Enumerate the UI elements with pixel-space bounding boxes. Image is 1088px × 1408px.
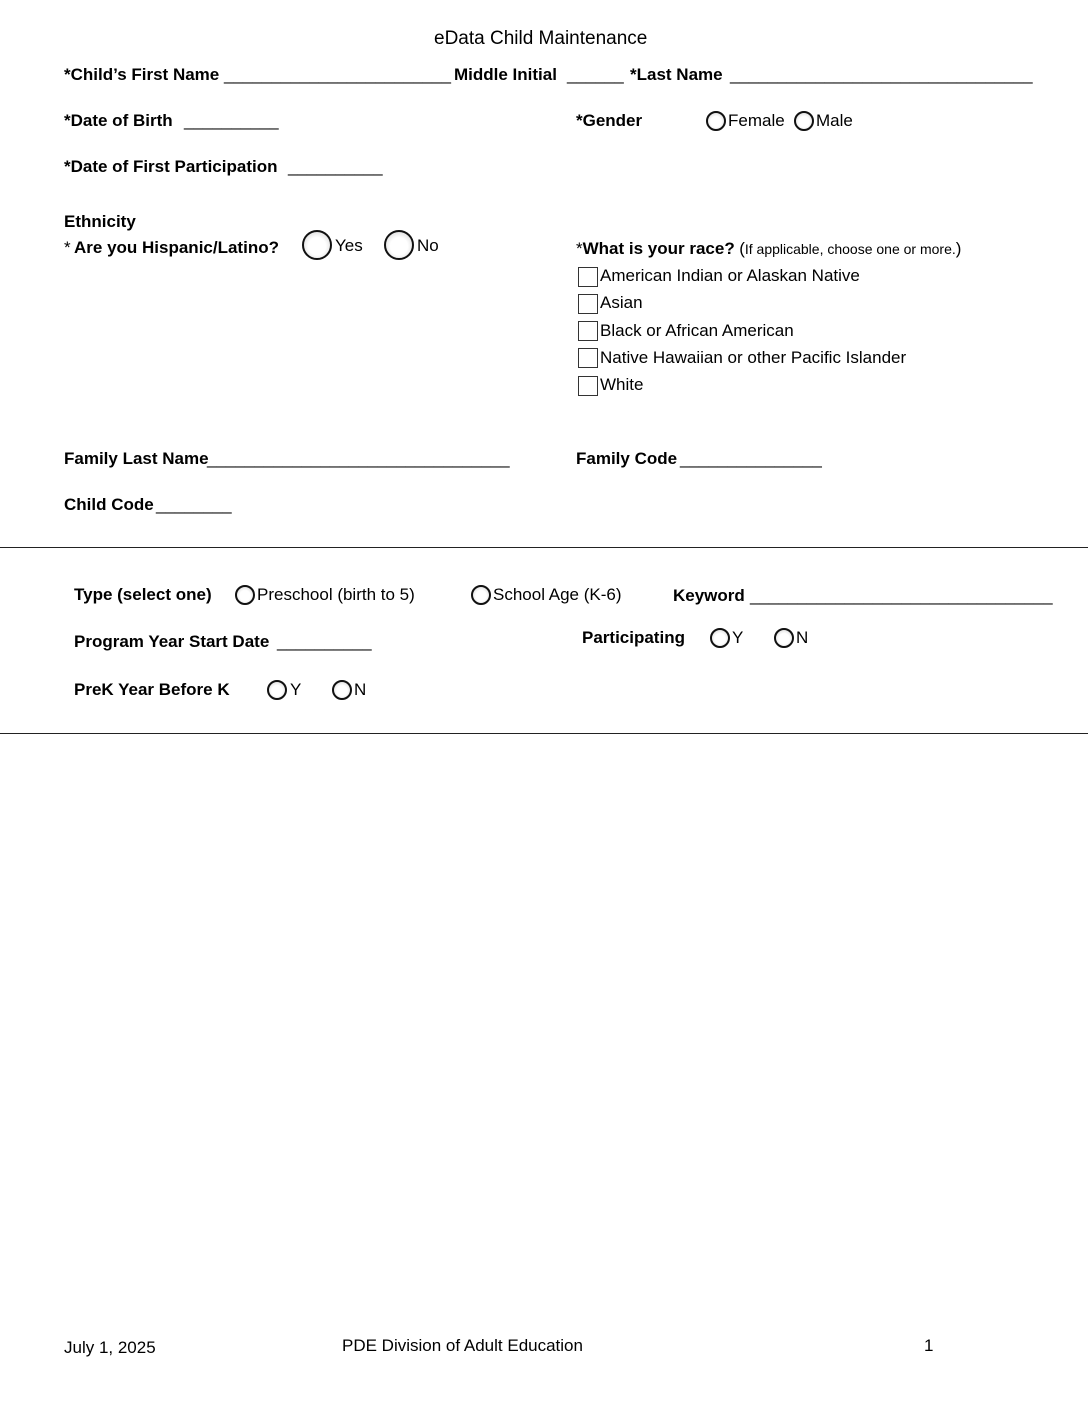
gender-male-radio[interactable] [794,111,814,131]
race-checkbox-asian[interactable] [578,294,598,314]
type-preschool-radio[interactable] [235,585,255,605]
last-name-label: *Last Name [630,65,723,84]
keyword-label: Keyword [673,586,745,605]
race-checkbox-black[interactable] [578,321,598,341]
dob-label: *Date of Birth [64,111,173,130]
race-question [576,239,961,259]
section-divider-bottom [0,733,1088,734]
first-name-field[interactable]: ________________________ [224,65,451,84]
race-option-white: White [600,375,644,394]
race-checkbox-american-indian[interactable] [578,267,598,287]
page-title: eData Child Maintenance [434,28,648,49]
prek-y-radio[interactable] [267,680,287,700]
type-preschool-label: Preschool (birth to 5) [257,585,415,604]
hispanic-no-label: No [417,236,439,255]
start-date-label: Program Year Start Date [74,632,270,651]
race-option-american-indian: American Indian or Alaskan Native [600,266,860,285]
family-last-name-label: Family Last Name [64,449,209,468]
race-close-paren: ) [955,239,962,258]
race-checkbox-pacific-islander[interactable] [578,348,598,368]
gender-label: *Gender [576,111,643,130]
gender-female-label: Female [728,111,785,130]
middle-initial-label: Middle Initial [454,65,557,84]
race-star: * [576,239,583,258]
race-open-paren: ( [739,239,745,258]
keyword-field[interactable]: ________________________________ [750,586,1053,605]
first-name-label: *Child’s First Name [64,65,220,84]
gender-male-label: Male [816,111,853,130]
family-code-label: Family Code [576,449,678,468]
child-code-field[interactable]: ________ [156,495,232,514]
first-participation-label: *Date of First Participation [64,157,278,176]
last-name-field[interactable]: ________________________________ [730,65,1033,84]
race-option-black: Black or African American [600,321,794,340]
prek-label: PreK Year Before K [74,680,230,699]
type-school-age-label: School Age (K-6) [493,585,622,604]
hispanic-label: Are you Hispanic/Latino? [74,238,279,257]
race-checkbox-white[interactable] [578,376,598,396]
ethnicity-heading: Ethnicity [64,212,136,231]
race-label: What is your race? [582,239,735,258]
participating-n-label: N [796,628,809,647]
middle-initial-field[interactable]: ______ [567,65,624,84]
hispanic-yes-radio[interactable] [302,230,332,260]
child-code-label: Child Code [64,495,154,514]
footer-page-number: 1 [924,1336,934,1355]
hispanic-star: * [64,238,71,257]
first-participation-field[interactable]: __________ [288,157,383,176]
race-option-pacific-islander: Native Hawaiian or other Pacific Islander [600,348,907,367]
participating-n-radio[interactable] [774,628,794,648]
family-last-name-field[interactable]: ________________________________ [207,449,510,468]
participating-y-radio[interactable] [710,628,730,648]
type-school-age-radio[interactable] [471,585,491,605]
dob-field[interactable]: __________ [184,111,279,130]
gender-female-radio[interactable] [706,111,726,131]
participating-label: Participating [582,628,685,647]
section-divider-top [0,547,1088,548]
footer-org: PDE Division of Adult Education [342,1336,583,1355]
type-label: Type (select one) [74,585,212,604]
prek-n-radio[interactable] [332,680,352,700]
race-option-asian: Asian [600,293,643,312]
race-note: If applicable, choose one or more. [744,241,956,257]
hispanic-no-radio[interactable] [384,230,414,260]
prek-n-label: N [354,680,367,699]
family-code-field[interactable]: _______________ [680,449,822,468]
footer-date: July 1, 2025 [64,1338,156,1357]
prek-y-label: Y [290,680,302,699]
hispanic-yes-label: Yes [335,236,363,255]
start-date-field[interactable]: __________ [277,632,372,651]
participating-y-label: Y [732,628,744,647]
